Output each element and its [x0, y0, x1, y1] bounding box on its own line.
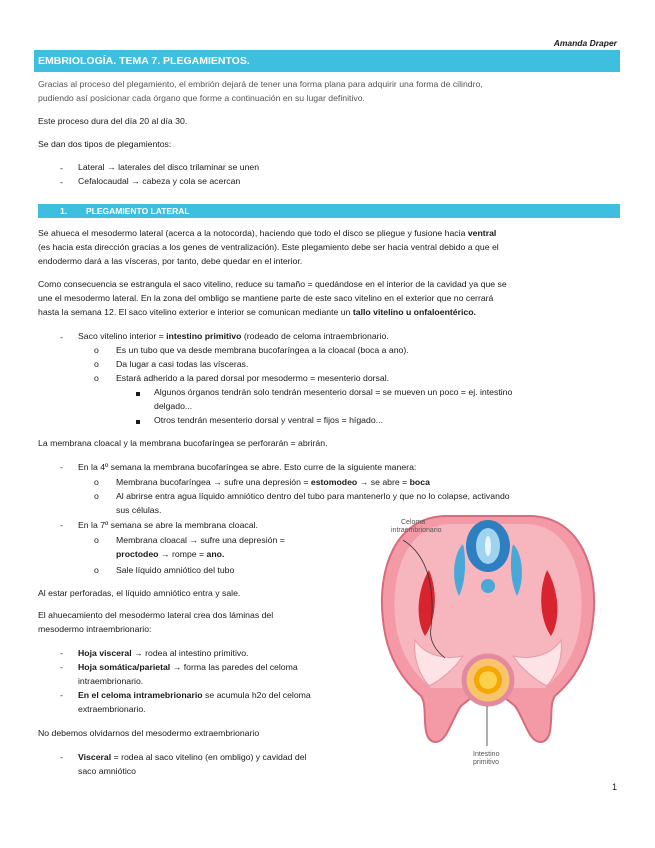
bullet-circle: o	[94, 345, 99, 355]
section-number: 1.	[60, 206, 68, 216]
embryo-cross-section-svg	[355, 510, 620, 770]
bullet-square	[136, 392, 140, 396]
bucofaringea-sub: Membrana bucofaríngea → sufre una depresión = estomodeo → se abre = boca	[116, 477, 430, 487]
list-dash: -	[60, 520, 63, 530]
semana4-item: En la 4º semana la membrana bucofaríngea se abre. Esto curre de la siguiente manera:	[78, 462, 417, 472]
list-dash: -	[60, 462, 63, 472]
type-lateral: Lateral → laterales del disco trilaminar se unen	[78, 162, 260, 172]
membranas-text: La membrana cloacal y la membrana bucofaríngea se perforarán = abrirán.	[38, 438, 328, 448]
visceral-extra-item: Visceral = rodea al saco vitelino (en ombligo) y cavidad del	[78, 752, 307, 762]
page-number: 1	[611, 782, 617, 792]
cloacal-sub: Membrana cloacal → sufre una depresión =	[116, 535, 285, 545]
saco-sub-2: Da lugar a casi todas las vísceras.	[116, 359, 249, 369]
visceral-extra-item-cont: saco amniótico	[78, 766, 136, 776]
label-intestino: Intestino	[473, 751, 500, 758]
mesenterio-dorsal-item-cont: delgado...	[154, 401, 193, 411]
list-dash: -	[60, 177, 63, 187]
bullet-circle: o	[94, 535, 99, 545]
bullet-circle: o	[94, 565, 99, 575]
lateral-folding-illustration	[355, 510, 620, 770]
list-dash: -	[60, 690, 63, 700]
para2-line-1: Como consecuencia se estrangula el saco vitelino, reduce su tamaño = quedándose en el interior de la cavidad ya que se	[38, 279, 507, 289]
hoja-visceral-item: Hoja visceral → rodea al intestino primitivo.	[78, 648, 249, 658]
hoja-somatica-item: Hoja somática/parietal → forma las paredes del celoma	[78, 662, 298, 672]
bullet-circle: o	[94, 359, 99, 369]
label-celoma-2: intraembrionario	[391, 527, 442, 534]
cloacal-sub-cont: proctodeo → rompe = ano.	[116, 549, 225, 559]
bullet-circle: o	[94, 491, 99, 501]
saco-sub-1: Es un tubo que va desde membrana bucofaríngea a la cloacal (boca a ano).	[116, 345, 409, 355]
neural-canal	[485, 536, 491, 556]
abrirse-sub-cont: sus células.	[116, 505, 162, 515]
liquido-sub: Sale líquido amniótico del tubo	[116, 565, 235, 575]
mesenterio-ventral-item: Otros tendrán mesenterio dorsal y ventral = fijos = hígado...	[154, 415, 383, 425]
ahuecamiento-line-1: El ahuecamiento del mesodermo lateral crea dos láminas del	[38, 610, 274, 620]
semana7-item: En la 7º semana se abre la membrana cloacal.	[78, 520, 258, 530]
bullet-circle: o	[94, 477, 99, 487]
hoja-somatica-item-cont: intraembrionario.	[78, 676, 144, 686]
saco-vitelino-item: Saco vitelino interior = intestino primitivo (rodeado de celoma intraembrionario.	[78, 331, 389, 341]
olvidar-text: No debemos olvidarnos del mesodermo extraembrionario	[38, 728, 260, 738]
list-dash: -	[60, 648, 63, 658]
types-intro: Se dan dos tipos de plegamientos:	[38, 139, 172, 149]
abrirse-sub: Al abrirse entra agua líquido amniótico dentro del tubo para mantenerlo y que no lo colapse, activando	[116, 491, 510, 501]
para1-line-1: Se ahueca el mesodermo lateral (acerca a la notocorda), haciendo que todo el disco se pliegue y fusione hacia ventral	[38, 228, 497, 238]
section-heading	[38, 204, 620, 218]
perforadas-text: Al estar perforadas, el líquido amniótico entra y sale.	[38, 588, 241, 598]
bullet-circle: o	[94, 373, 99, 383]
section-title: PLEGAMIENTO LATERAL	[86, 206, 190, 216]
saco-sub-3: Estará adherido a la pared dorsal por mesodermo = mesenterio dorsal.	[116, 373, 390, 383]
label-intestino-2: primitivo	[473, 759, 500, 766]
mesenterio-dorsal-item: Algunos órganos tendrán solo tendrán mesenterio dorsal = se mueven un poco = ej. intestino	[154, 387, 513, 397]
para2-line-2: une el mesodermo lateral. En la zona del ombligo se mantiene parte de este saco vitelino en el exterior que no cerrará	[38, 293, 494, 303]
duration-text: Este proceso dura del día 20 al día 30.	[38, 116, 188, 126]
celoma-item: En el celoma intramebrionario se acumula h2o del celoma	[78, 690, 311, 700]
bullet-square	[136, 420, 140, 424]
para1-line-2: (es hacia esta dirección gracias a los genes de ventralización). Este plegamiento debe ser hacia ventral debido a que el	[38, 242, 499, 252]
list-dash: -	[60, 163, 63, 173]
author-name: Amanda Draper	[553, 38, 617, 48]
para2-line-3: hasta la semana 12. El saco vitelino exterior e interior se comunican mediante un tallo vitelino u onfaloentérico.	[38, 307, 476, 317]
notochord	[481, 579, 495, 593]
para1-line-3: endodermo dará a las vísceras, por tanto, debe quedar en el interior.	[38, 256, 303, 266]
document-title: EMBRIOLOGÍA. TEMA 7. PLEGAMIENTOS.	[34, 50, 620, 72]
label-celoma: Celoma	[401, 519, 426, 526]
list-dash: -	[60, 752, 63, 762]
ahuecamiento-line-2: mesodermo intraembrionario:	[38, 624, 152, 634]
celoma-item-cont: extraembrionario.	[78, 704, 146, 714]
primitive-gut-core	[479, 671, 497, 689]
list-dash: -	[60, 332, 63, 342]
type-cefalocaudal: Cefalocaudal → cabeza y cola se acercan	[78, 176, 241, 186]
intro-line-2: pudiendo así posicionar cada órgano que forme a continuación en su lugar definitivo.	[38, 93, 365, 103]
intro-line-1: Gracias al proceso del plegamiento, el embrión dejará de tener una forma plana para adquirir una forma de cilindro,	[38, 79, 483, 89]
list-dash: -	[60, 662, 63, 672]
